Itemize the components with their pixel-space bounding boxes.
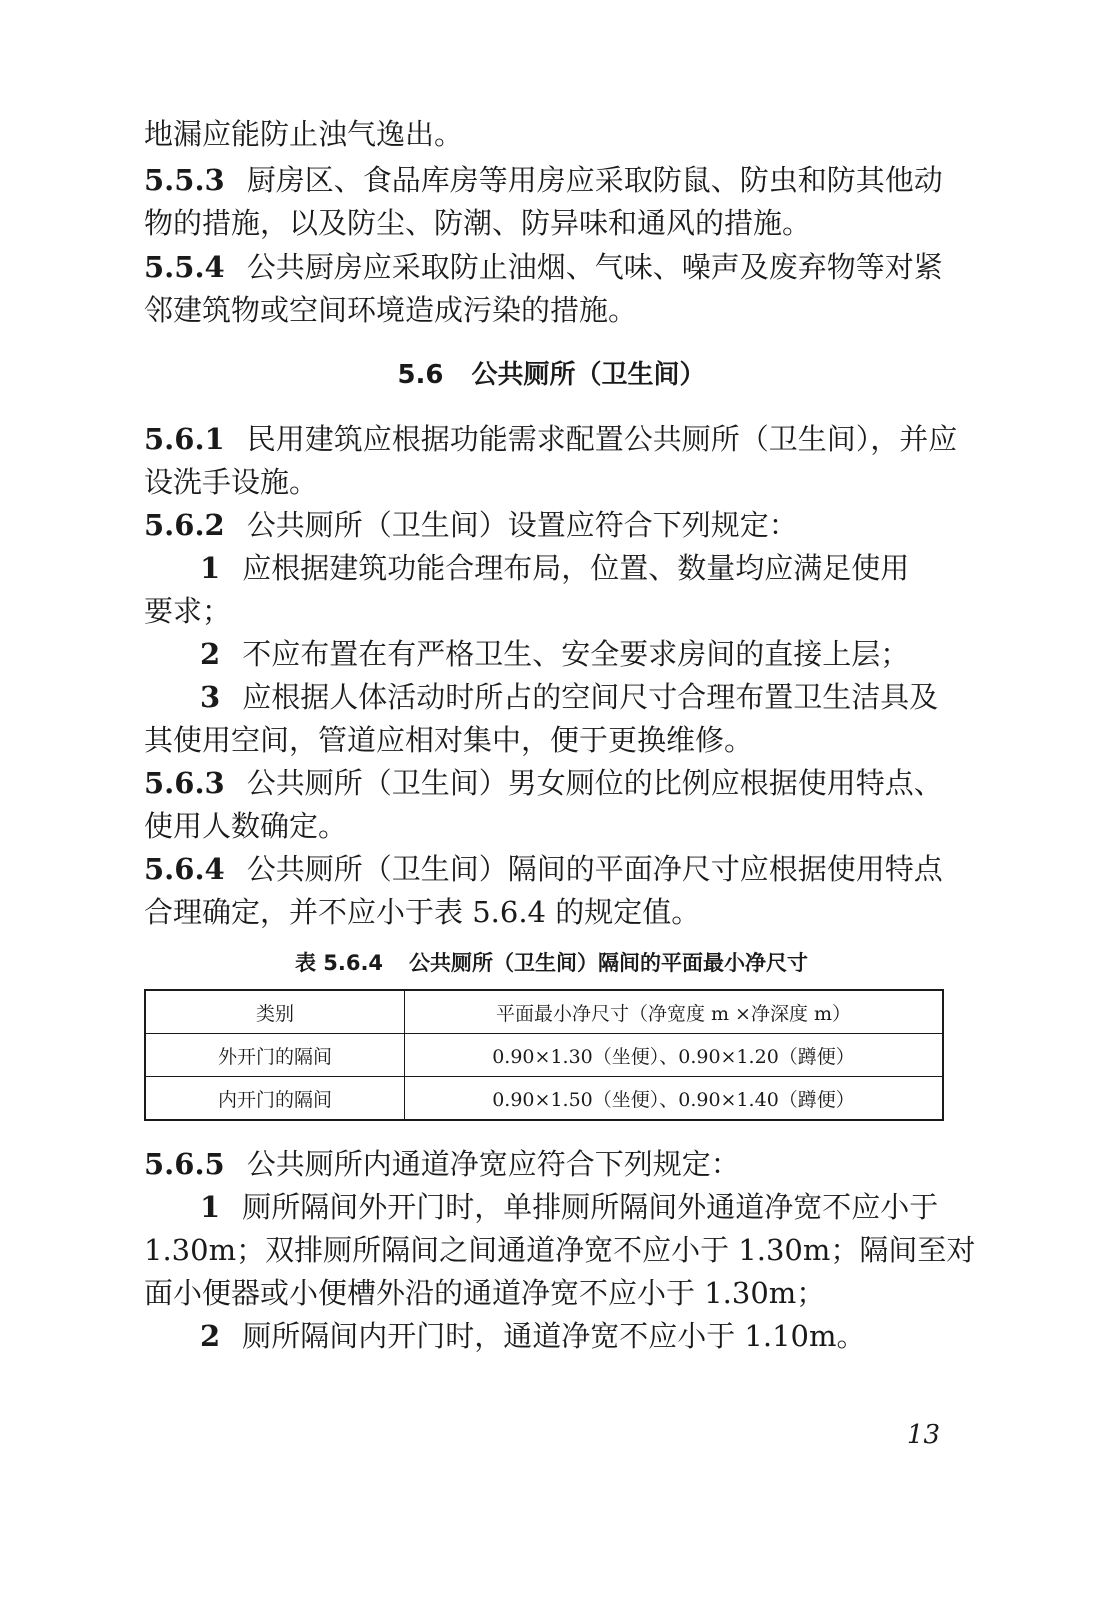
section-title: 公共厕所（卫生间）: [471, 360, 706, 390]
text-line: 物的措施，以及防尘、防潮、防异味和通风的措施。: [144, 206, 812, 240]
paragraph-line: [144, 719, 964, 762]
item-number: 3: [200, 680, 221, 714]
text-line: 使用人数确定。: [144, 809, 348, 843]
clause-5-6-1: [144, 418, 964, 461]
text-line: 公共厕所内通道净宽应符合下列规定：: [246, 1147, 740, 1181]
table-cell: 内开门的隔间: [145, 1077, 405, 1121]
text-line: 要求；: [144, 594, 232, 628]
list-item: [144, 1186, 964, 1229]
table-header-row: [145, 990, 943, 1034]
text-line: 公共厕所（卫生间）设置应符合下列规定：: [246, 508, 798, 542]
item-number: 2: [200, 637, 221, 671]
text-line: 厕所隔间外开门时，单排厕所隔间外通道净宽不应小于: [242, 1190, 939, 1224]
text-line: 应根据建筑功能合理布局，位置、数量均应满足使用: [242, 551, 910, 585]
paragraph-line: [144, 202, 964, 245]
text-line: 应根据人体活动时所占的空间尺寸合理布置卫生洁具及: [242, 680, 939, 714]
text-line: 不应布置在有严格卫生、安全要求房间的直接上层；: [242, 637, 910, 671]
section-number: 5.6: [397, 360, 444, 390]
list-item: [144, 547, 964, 590]
text-line: 邻建筑物或空间环境造成污染的措施。: [144, 293, 638, 327]
paragraph-line: [144, 113, 964, 156]
item-number: 1: [200, 551, 221, 585]
text-line: 公共厨房应采取防止油烟、气味、噪声及废弃物等对紧: [246, 250, 943, 284]
paragraph-line: [144, 1229, 976, 1272]
clause-number: 5.5.4: [144, 250, 225, 284]
text-line: 民用建筑应根据功能需求配置公共厕所（卫生间），并应: [246, 422, 958, 456]
clause-number: 5.6.3: [144, 766, 225, 800]
paragraph-line: [144, 590, 964, 633]
table-cell: 外开门的隔间: [145, 1034, 405, 1077]
clause-number: 5.6.2: [144, 508, 225, 542]
table-caption: [0, 948, 1103, 978]
dimension-table: [144, 989, 944, 1121]
clause-5-6-3: [144, 762, 964, 805]
text-line: 厨房区、食品库房等用房应采取防鼠、防虫和防其他动: [246, 163, 943, 197]
clause-number: 5.5.3: [144, 163, 225, 197]
clause-5-6-2: [144, 504, 964, 547]
list-item: [144, 1315, 964, 1358]
table-row: [145, 1077, 943, 1121]
clause-number: 5.6.1: [144, 422, 225, 456]
table-cell: 0.90×1.50（坐便）、0.90×1.40（蹲便）: [405, 1077, 944, 1121]
paragraph-line: [144, 1272, 964, 1315]
table-cell: 0.90×1.30（坐便）、0.90×1.20（蹲便）: [405, 1034, 944, 1077]
table-header-cell: 平面最小净尺寸（净宽度 m ×净深度 m）: [405, 990, 944, 1034]
clause-5-6-4: [144, 848, 964, 891]
clause-5-6-5: [144, 1143, 964, 1186]
section-heading: [0, 357, 1103, 393]
clause-number: 5.6.4: [144, 852, 225, 886]
clause-5-5-3: [144, 159, 964, 202]
item-number: 2: [200, 1319, 221, 1353]
text-line: 其使用空间，管道应相对集中，便于更换维修。: [144, 723, 754, 757]
text-line: 面小便器或小便槽外沿的通道净宽不应小于 1.30m；: [144, 1276, 826, 1310]
paragraph-line: [144, 891, 964, 934]
page-number: 13: [906, 1420, 940, 1450]
text-line: 公共厕所（卫生间）隔间的平面净尺寸应根据使用特点: [246, 852, 943, 886]
list-item: [144, 676, 964, 719]
text-line: 设洗手设施。: [144, 465, 319, 499]
table-title: 公共厕所（卫生间）隔间的平面最小净尺寸: [409, 951, 809, 975]
item-number: 1: [200, 1190, 221, 1224]
list-item: [144, 633, 964, 676]
text-line: 地漏应能防止浊气逸出。: [144, 117, 464, 151]
text-line: 合理确定，并不应小于表 5.6.4 的规定值。: [144, 895, 701, 929]
text-line: 公共厕所（卫生间）男女厕位的比例应根据使用特点、: [246, 766, 943, 800]
table-row: [145, 1034, 943, 1077]
table-number: 表 5.6.4: [294, 951, 384, 975]
paragraph-line: [144, 289, 964, 332]
paragraph-line: [144, 461, 964, 504]
text-line: 厕所隔间内开门时，通道净宽不应小于 1.10m。: [242, 1319, 866, 1353]
clause-number: 5.6.5: [144, 1147, 225, 1181]
paragraph-line: [144, 805, 964, 848]
clause-5-5-4: [144, 246, 964, 289]
table-header-cell: 类别: [145, 990, 405, 1034]
text-line: 1.30m；双排厕所隔间之间通道净宽不应小于 1.30m；隔间至对: [144, 1233, 976, 1267]
